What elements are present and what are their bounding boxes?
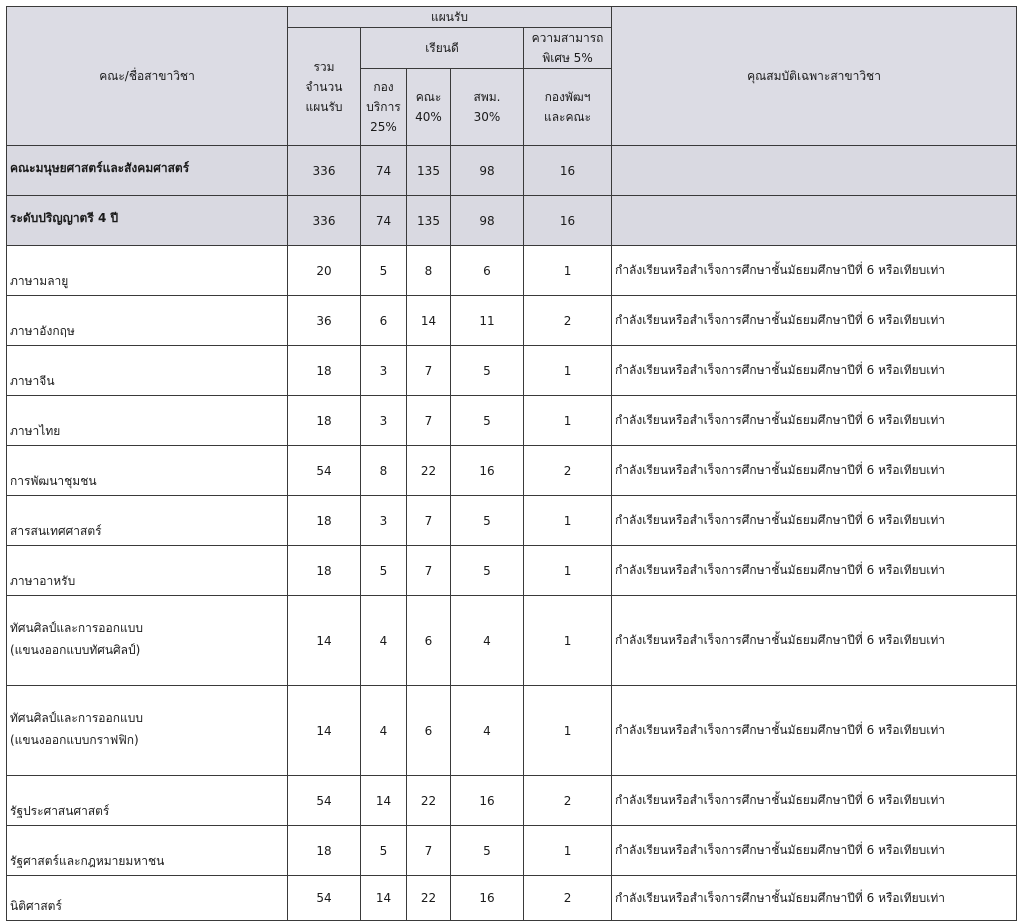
table-row	[7, 346, 1017, 396]
header-service-fund: กอง บริการ 25%	[361, 69, 407, 146]
degree-special: 16	[524, 196, 612, 246]
total-plan: 18	[288, 826, 361, 876]
faculty-quota: 6	[407, 686, 451, 776]
special-quota: 1	[524, 826, 612, 876]
degree-level-name: ระดับปริญญาตรี 4 ปี	[7, 196, 288, 246]
spm-quota: 6	[451, 246, 524, 296]
qualification: กำลังเรียนหรือสำเร็จการศึกษาชั้นมัธยมศึกษาปีที่ 6 หรือเทียบเท่า	[612, 296, 1017, 346]
spm-quota: 16	[451, 876, 524, 921]
qualification: กำลังเรียนหรือสำเร็จการศึกษาชั้นมัธยมศึกษาปีที่ 6 หรือเทียบเท่า	[612, 396, 1017, 446]
degree-spm: 98	[451, 196, 524, 246]
special-quota: 1	[524, 596, 612, 686]
degree-level-row	[7, 196, 1017, 246]
total-plan: 14	[288, 596, 361, 686]
header-development-division: กองพัฒฯ และคณะ	[524, 69, 612, 146]
qualification: กำลังเรียนหรือสำเร็จการศึกษาชั้นมัธยมศึกษาปีที่ 6 หรือเทียบเท่า	[612, 446, 1017, 496]
program-name: การพัฒนาชุมชน	[7, 446, 288, 496]
qualification: กำลังเรียนหรือสำเร็จการศึกษาชั้นมัธยมศึกษาปีที่ 6 หรือเทียบเท่า	[612, 686, 1017, 776]
program-name: ทัศนศิลป์และการออกแบบ (แขนงออกแบบกราฟฟิก)	[7, 686, 288, 776]
table-row	[7, 496, 1017, 546]
table-row	[7, 876, 1017, 921]
faculty-special: 16	[524, 146, 612, 196]
service-fund: 5	[361, 246, 407, 296]
spm-quota: 16	[451, 776, 524, 826]
spm-quota: 16	[451, 446, 524, 496]
special-quota: 2	[524, 876, 612, 921]
total-plan: 36	[288, 296, 361, 346]
spm-quota: 5	[451, 496, 524, 546]
spm-quota: 5	[451, 826, 524, 876]
qualification: กำลังเรียนหรือสำเร็จการศึกษาชั้นมัธยมศึกษาปีที่ 6 หรือเทียบเท่า	[612, 546, 1017, 596]
degree-fund: 74	[361, 196, 407, 246]
spm-quota: 4	[451, 596, 524, 686]
faculty-quota: 7	[407, 396, 451, 446]
header-faculty-quota: คณะ 40%	[407, 69, 451, 146]
header-plan: แผนรับ	[288, 7, 612, 28]
special-quota: 1	[524, 546, 612, 596]
program-name: นิติศาสตร์	[7, 876, 288, 921]
service-fund: 4	[361, 596, 407, 686]
faculty-name: คณะมนุษยศาสตร์และสังคมศาสตร์	[7, 146, 288, 196]
admission-plan-table	[6, 6, 1017, 921]
spm-quota: 11	[451, 296, 524, 346]
qualification: กำลังเรียนหรือสำเร็จการศึกษาชั้นมัธยมศึกษาปีที่ 6 หรือเทียบเท่า	[612, 776, 1017, 826]
total-plan: 18	[288, 496, 361, 546]
total-plan: 14	[288, 686, 361, 776]
table-row	[7, 776, 1017, 826]
faculty-qual-empty	[612, 146, 1017, 196]
faculty-faculty-quota: 135	[407, 146, 451, 196]
special-quota: 1	[524, 496, 612, 546]
program-name: ทัศนศิลป์และการออกแบบ (แขนงออกแบบทัศนศิลป์)	[7, 596, 288, 686]
qualification: กำลังเรียนหรือสำเร็จการศึกษาชั้นมัธยมศึกษาปีที่ 6 หรือเทียบเท่า	[612, 876, 1017, 921]
special-quota: 1	[524, 246, 612, 296]
spm-quota: 5	[451, 546, 524, 596]
faculty-quota: 22	[407, 876, 451, 921]
faculty-quota: 7	[407, 826, 451, 876]
table-row	[7, 826, 1017, 876]
special-quota: 2	[524, 776, 612, 826]
spm-quota: 5	[451, 346, 524, 396]
program-name: ภาษาจีน	[7, 346, 288, 396]
total-plan: 18	[288, 396, 361, 446]
table-row	[7, 596, 1017, 686]
degree-qual-empty	[612, 196, 1017, 246]
faculty-row	[7, 146, 1017, 196]
total-plan: 54	[288, 776, 361, 826]
special-quota: 1	[524, 346, 612, 396]
program-name: ภาษาไทย	[7, 396, 288, 446]
table-row	[7, 686, 1017, 776]
total-plan: 20	[288, 246, 361, 296]
service-fund: 6	[361, 296, 407, 346]
spm-quota: 5	[451, 396, 524, 446]
header-total-plan: รวม จำนวน แผนรับ	[288, 28, 361, 146]
header-qualifications: คุณสมบัติเฉพาะสาขาวิชา	[612, 7, 1017, 146]
table-row	[7, 446, 1017, 496]
header-program-name: คณะ/ชื่อสาขาวิชา	[7, 7, 288, 146]
faculty-quota: 14	[407, 296, 451, 346]
program-name: รัฐศาสตร์และกฎหมายมหาชน	[7, 826, 288, 876]
service-fund: 8	[361, 446, 407, 496]
faculty-quota: 7	[407, 546, 451, 596]
service-fund: 5	[361, 546, 407, 596]
qualification: กำลังเรียนหรือสำเร็จการศึกษาชั้นมัธยมศึกษาปีที่ 6 หรือเทียบเท่า	[612, 496, 1017, 546]
qualification: กำลังเรียนหรือสำเร็จการศึกษาชั้นมัธยมศึกษาปีที่ 6 หรือเทียบเท่า	[612, 596, 1017, 686]
service-fund: 3	[361, 496, 407, 546]
total-plan: 54	[288, 446, 361, 496]
service-fund: 14	[361, 776, 407, 826]
service-fund: 4	[361, 686, 407, 776]
table-row	[7, 246, 1017, 296]
qualification: กำลังเรียนหรือสำเร็จการศึกษาชั้นมัธยมศึกษาปีที่ 6 หรือเทียบเท่า	[612, 826, 1017, 876]
faculty-quota: 7	[407, 346, 451, 396]
program-name: ภาษาอังกฤษ	[7, 296, 288, 346]
faculty-fund: 74	[361, 146, 407, 196]
header-good-study: เรียนดี	[361, 28, 524, 69]
service-fund: 3	[361, 396, 407, 446]
special-quota: 2	[524, 296, 612, 346]
program-name: สารสนเทศศาสตร์	[7, 496, 288, 546]
table-row	[7, 396, 1017, 446]
program-name: รัฐประศาสนศาสตร์	[7, 776, 288, 826]
program-name: ภาษาอาหรับ	[7, 546, 288, 596]
table-row	[7, 546, 1017, 596]
degree-total: 336	[288, 196, 361, 246]
total-plan: 18	[288, 546, 361, 596]
faculty-quota: 7	[407, 496, 451, 546]
header-special-ability: ความสามารถ พิเศษ 5%	[524, 28, 612, 69]
faculty-quota: 22	[407, 446, 451, 496]
service-fund: 5	[361, 826, 407, 876]
special-quota: 1	[524, 396, 612, 446]
faculty-quota: 6	[407, 596, 451, 686]
header-spm-quota: สพม. 30%	[451, 69, 524, 146]
special-quota: 2	[524, 446, 612, 496]
table-row	[7, 296, 1017, 346]
faculty-total: 336	[288, 146, 361, 196]
degree-faculty-quota: 135	[407, 196, 451, 246]
service-fund: 14	[361, 876, 407, 921]
special-quota: 1	[524, 686, 612, 776]
faculty-quota: 22	[407, 776, 451, 826]
total-plan: 54	[288, 876, 361, 921]
service-fund: 3	[361, 346, 407, 396]
qualification: กำลังเรียนหรือสำเร็จการศึกษาชั้นมัธยมศึกษาปีที่ 6 หรือเทียบเท่า	[612, 246, 1017, 296]
faculty-spm: 98	[451, 146, 524, 196]
total-plan: 18	[288, 346, 361, 396]
spm-quota: 4	[451, 686, 524, 776]
faculty-quota: 8	[407, 246, 451, 296]
program-name: ภาษามลายู	[7, 246, 288, 296]
qualification: กำลังเรียนหรือสำเร็จการศึกษาชั้นมัธยมศึกษาปีที่ 6 หรือเทียบเท่า	[612, 346, 1017, 396]
